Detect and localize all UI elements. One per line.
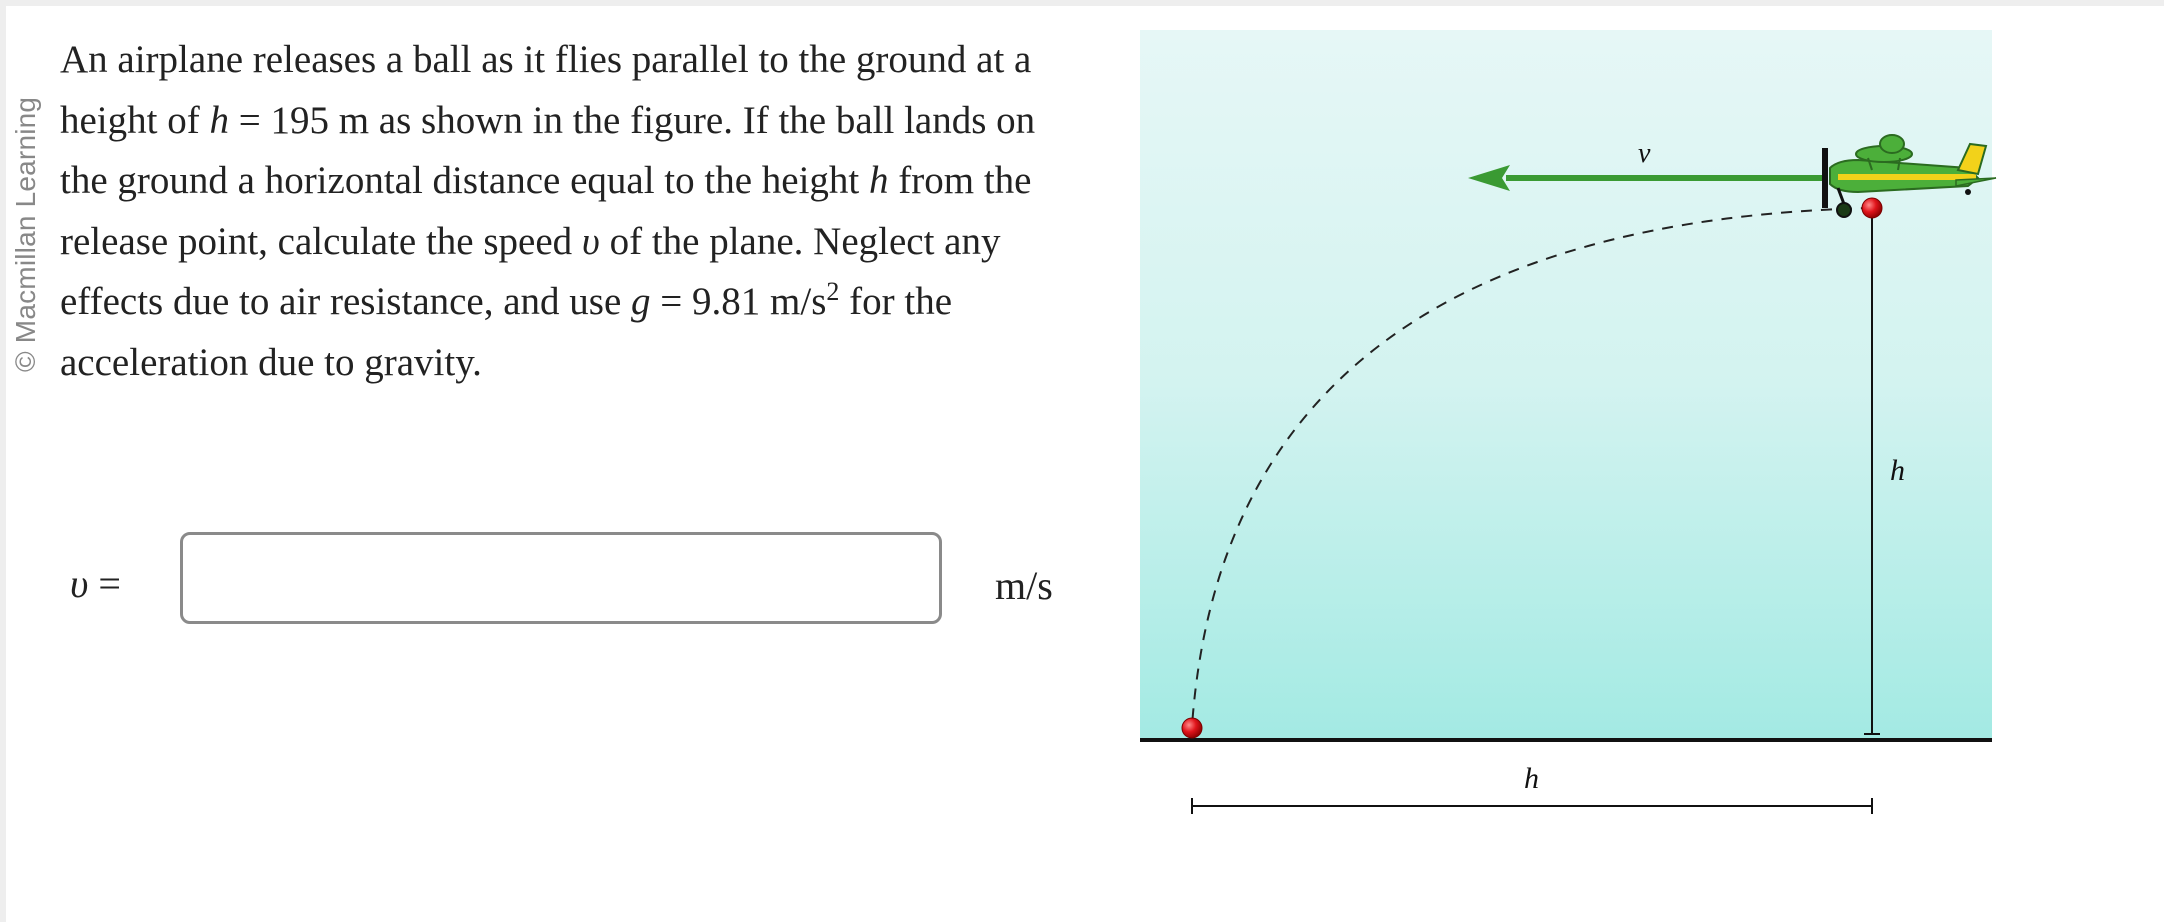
height-label: h bbox=[1890, 454, 1905, 487]
problem-text-6: for the acceleration due to gravity. bbox=[60, 280, 953, 384]
h-symbol: h bbox=[209, 98, 229, 142]
projectile-figure bbox=[1138, 28, 1998, 828]
problem-statement bbox=[60, 30, 1070, 393]
answer-equals: = bbox=[88, 561, 121, 606]
velocity-label: v bbox=[1638, 138, 1651, 169]
distance-label: h bbox=[1524, 762, 1539, 795]
sky-background bbox=[1140, 30, 1992, 740]
problem-text-2: = 195 m as shown in the figure. If the ball lands on the ground a horizontal distance equal to the height bbox=[60, 98, 1036, 202]
problem-text-4: of the plane. Neglect any effects due to air resistance, and use bbox=[60, 219, 1001, 323]
answer-var-symbol: υ bbox=[70, 561, 89, 606]
problem-text-1: An airplane releases a ball as it flies parallel to the ground at a height of bbox=[60, 38, 1032, 142]
answer-label bbox=[70, 560, 121, 607]
unit-label: m/s bbox=[995, 563, 1053, 608]
ball-release-icon bbox=[1862, 198, 1882, 218]
copyright-watermark: © Macmillan Learning bbox=[10, 96, 41, 372]
exponent: 2 bbox=[826, 277, 840, 306]
ball-landing-icon bbox=[1182, 718, 1202, 738]
speed-answer-input[interactable] bbox=[180, 532, 942, 624]
h-symbol-2: h bbox=[869, 159, 889, 202]
problem-text-3: from the release point, calculate the speed bbox=[60, 159, 1032, 263]
problem-text-5: = 9.81 m/s bbox=[650, 280, 827, 323]
left-border bbox=[0, 0, 6, 922]
g-symbol: g bbox=[631, 280, 651, 323]
v-symbol: υ bbox=[581, 219, 600, 263]
top-border bbox=[0, 0, 2164, 6]
